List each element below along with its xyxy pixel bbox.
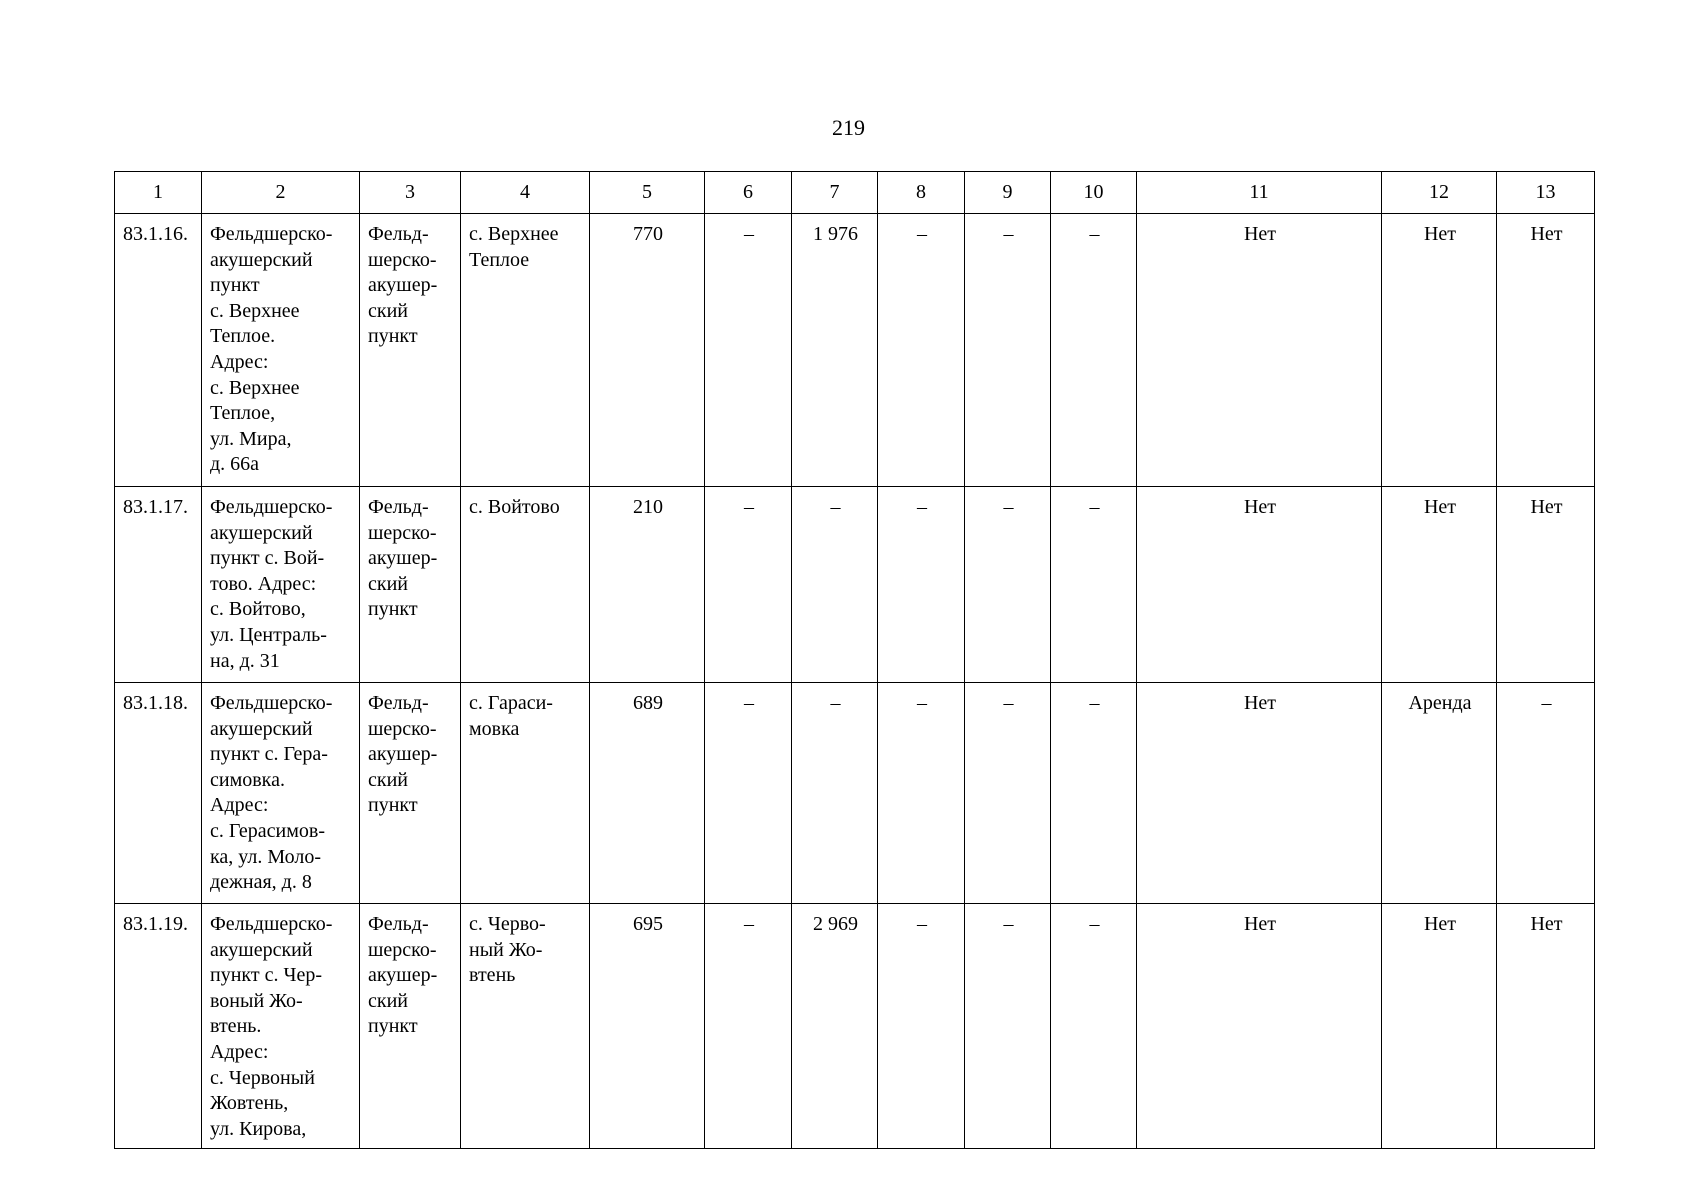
settlement-cell: с. Верхнее Теплое (461, 214, 590, 487)
column-header-9: 9 (965, 172, 1051, 214)
value-cell-11: Нет (1137, 487, 1382, 683)
value-cell-8: – (878, 683, 965, 904)
row-number-cell: 83.1.19. (115, 904, 202, 1149)
value-cell-5: 695 (590, 904, 705, 1149)
value-cell-8: – (878, 487, 965, 683)
value-cell-5: 689 (590, 683, 705, 904)
facility-name-address-cell: Фельдшерско- акушерский пункт с. Вой- тово. Адрес: с. Войтово, ул. Централь- на, д. 31 (202, 487, 360, 683)
data-table (114, 171, 1595, 1149)
value-cell-6: – (705, 904, 792, 1149)
value-cell-12: Нет (1382, 487, 1497, 683)
column-header-1: 1 (115, 172, 202, 214)
value-cell-7: 1 976 (792, 214, 878, 487)
page-number: 219 (832, 115, 865, 140)
header-row (115, 172, 1595, 214)
value-cell-5: 770 (590, 214, 705, 487)
facility-type-cell: Фельд- шерско- акушер- ский пункт (360, 214, 461, 487)
column-header-2: 2 (202, 172, 360, 214)
value-cell-11: Нет (1137, 214, 1382, 487)
column-header-7: 7 (792, 172, 878, 214)
column-header-5: 5 (590, 172, 705, 214)
value-cell-12: Нет (1382, 214, 1497, 487)
settlement-cell: с. Гараси- мовка (461, 683, 590, 904)
table-row (115, 487, 1595, 683)
value-cell-13: Нет (1497, 487, 1595, 683)
column-header-13: 13 (1497, 172, 1595, 214)
column-header-6: 6 (705, 172, 792, 214)
value-cell-10: – (1051, 904, 1137, 1149)
facility-type-cell: Фельд- шерско- акушер- ский пункт (360, 683, 461, 904)
facility-name-address-cell: Фельдшерско- акушерский пункт с. Гера- симовка. Адрес: с. Герасимов- ка, ул. Моло- дежная, д. 8 (202, 683, 360, 904)
value-cell-11: Нет (1137, 683, 1382, 904)
table-row (115, 214, 1595, 487)
value-cell-7: – (792, 683, 878, 904)
facility-type-cell: Фельд- шерско- акушер- ский пункт (360, 487, 461, 683)
column-header-8: 8 (878, 172, 965, 214)
value-cell-6: – (705, 683, 792, 904)
settlement-cell: с. Черво- ный Жо- втень (461, 904, 590, 1149)
facility-type-cell: Фельд- шерско- акушер- ский пункт (360, 904, 461, 1149)
facility-name-address-cell: Фельдшерско- акушерский пункт с. Чер- воный Жо- втень. Адрес: с. Червоный Жовтень, ул. Кирова, (202, 904, 360, 1149)
value-cell-7: – (792, 487, 878, 683)
column-header-4: 4 (461, 172, 590, 214)
value-cell-7: 2 969 (792, 904, 878, 1149)
value-cell-9: – (965, 487, 1051, 683)
value-cell-12: Аренда (1382, 683, 1497, 904)
column-header-10: 10 (1051, 172, 1137, 214)
column-header-12: 12 (1382, 172, 1497, 214)
value-cell-11: Нет (1137, 904, 1382, 1149)
table-row (115, 904, 1595, 1149)
value-cell-9: – (965, 683, 1051, 904)
table-row (115, 683, 1595, 904)
value-cell-6: – (705, 487, 792, 683)
row-number-cell: 83.1.16. (115, 214, 202, 487)
value-cell-8: – (878, 214, 965, 487)
settlement-cell: с. Войтово (461, 487, 590, 683)
value-cell-5: 210 (590, 487, 705, 683)
row-number-cell: 83.1.17. (115, 487, 202, 683)
value-cell-10: – (1051, 683, 1137, 904)
value-cell-13: Нет (1497, 904, 1595, 1149)
value-cell-13: Нет (1497, 214, 1595, 487)
column-header-11: 11 (1137, 172, 1382, 214)
value-cell-10: – (1051, 487, 1137, 683)
column-header-3: 3 (360, 172, 461, 214)
value-cell-10: – (1051, 214, 1137, 487)
value-cell-9: – (965, 904, 1051, 1149)
facility-name-address-cell: Фельдшерско- акушерский пункт с. Верхнее Теплое. Адрес: с. Верхнее Теплое, ул. Мира, д. 66а (202, 214, 360, 487)
row-number-cell: 83.1.18. (115, 683, 202, 904)
value-cell-8: – (878, 904, 965, 1149)
value-cell-13: – (1497, 683, 1595, 904)
table-header (115, 172, 1595, 214)
value-cell-12: Нет (1382, 904, 1497, 1149)
value-cell-9: – (965, 214, 1051, 487)
value-cell-6: – (705, 214, 792, 487)
